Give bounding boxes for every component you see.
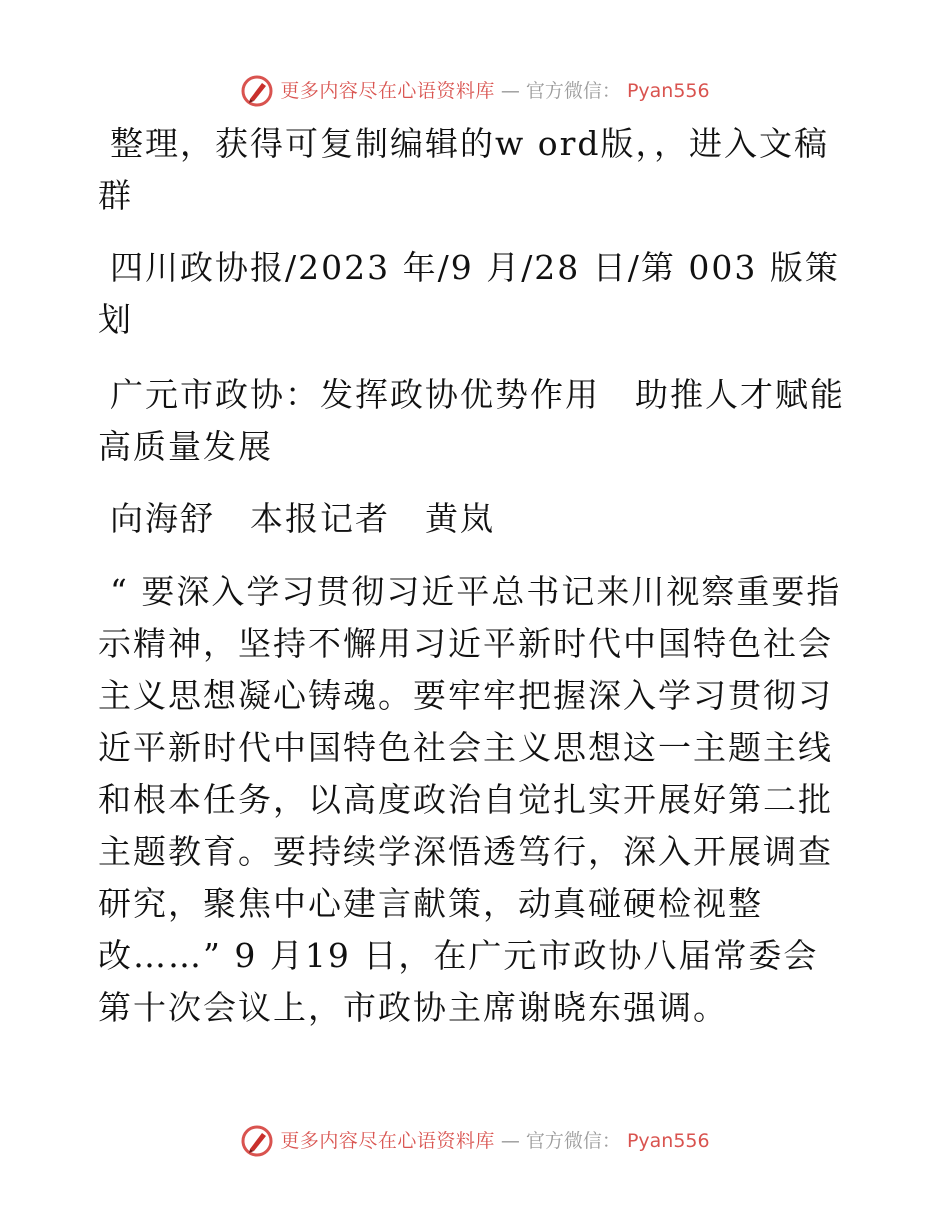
body-paragraph: “ 要深入学习贯彻习近平总书记来川视察重要指示精神，坚持不懈用习近平新时代中国特色社会主义思想凝心铸魂。要牢牢把握深入学习贯彻习近平新时代中国特色社会主义思想这一主题主线和根本任务，以高度政治自觉扎实开展好第二批主题教育。要持续学深悟透笃行，深入开展调查研究，聚焦中心建言献策，动真碰硬检视整改……” 9 月19 日，在广元市政协八届常委会第十次会议上，市政协主席谢晓东强调。 xyxy=(98,572,842,1027)
watermark-contact-id: Pyan556 xyxy=(626,1130,710,1152)
pen-circle-logo-icon xyxy=(240,1124,274,1158)
watermark-contact-label: 官方微信： xyxy=(525,1130,621,1152)
byline: 向海舒 本报记者 黄岚 xyxy=(110,499,495,538)
footer-watermark xyxy=(0,1124,950,1158)
watermark-separator: — xyxy=(500,80,520,102)
watermark-text: 更多内容尽在心语资料库 xyxy=(280,1130,495,1152)
header-watermark xyxy=(0,74,950,108)
notice-paragraph: 整理，获得可复制编辑的w ord版，，进入文稿群 xyxy=(98,124,830,215)
document-body xyxy=(98,118,850,1034)
article-title: 广元市政协：发挥政协优势作用 助推人才赋能高质量发展 xyxy=(98,375,845,466)
source-line: 四川政协报/2023 年/9 月/28 日/第 003 版策划 xyxy=(98,248,840,339)
watermark-contact-label: 官方微信： xyxy=(525,80,621,102)
watermark-separator: — xyxy=(500,1130,520,1152)
watermark-contact-id: Pyan556 xyxy=(626,80,710,102)
pen-circle-logo-icon xyxy=(240,74,274,108)
watermark-text: 更多内容尽在心语资料库 xyxy=(280,80,495,102)
